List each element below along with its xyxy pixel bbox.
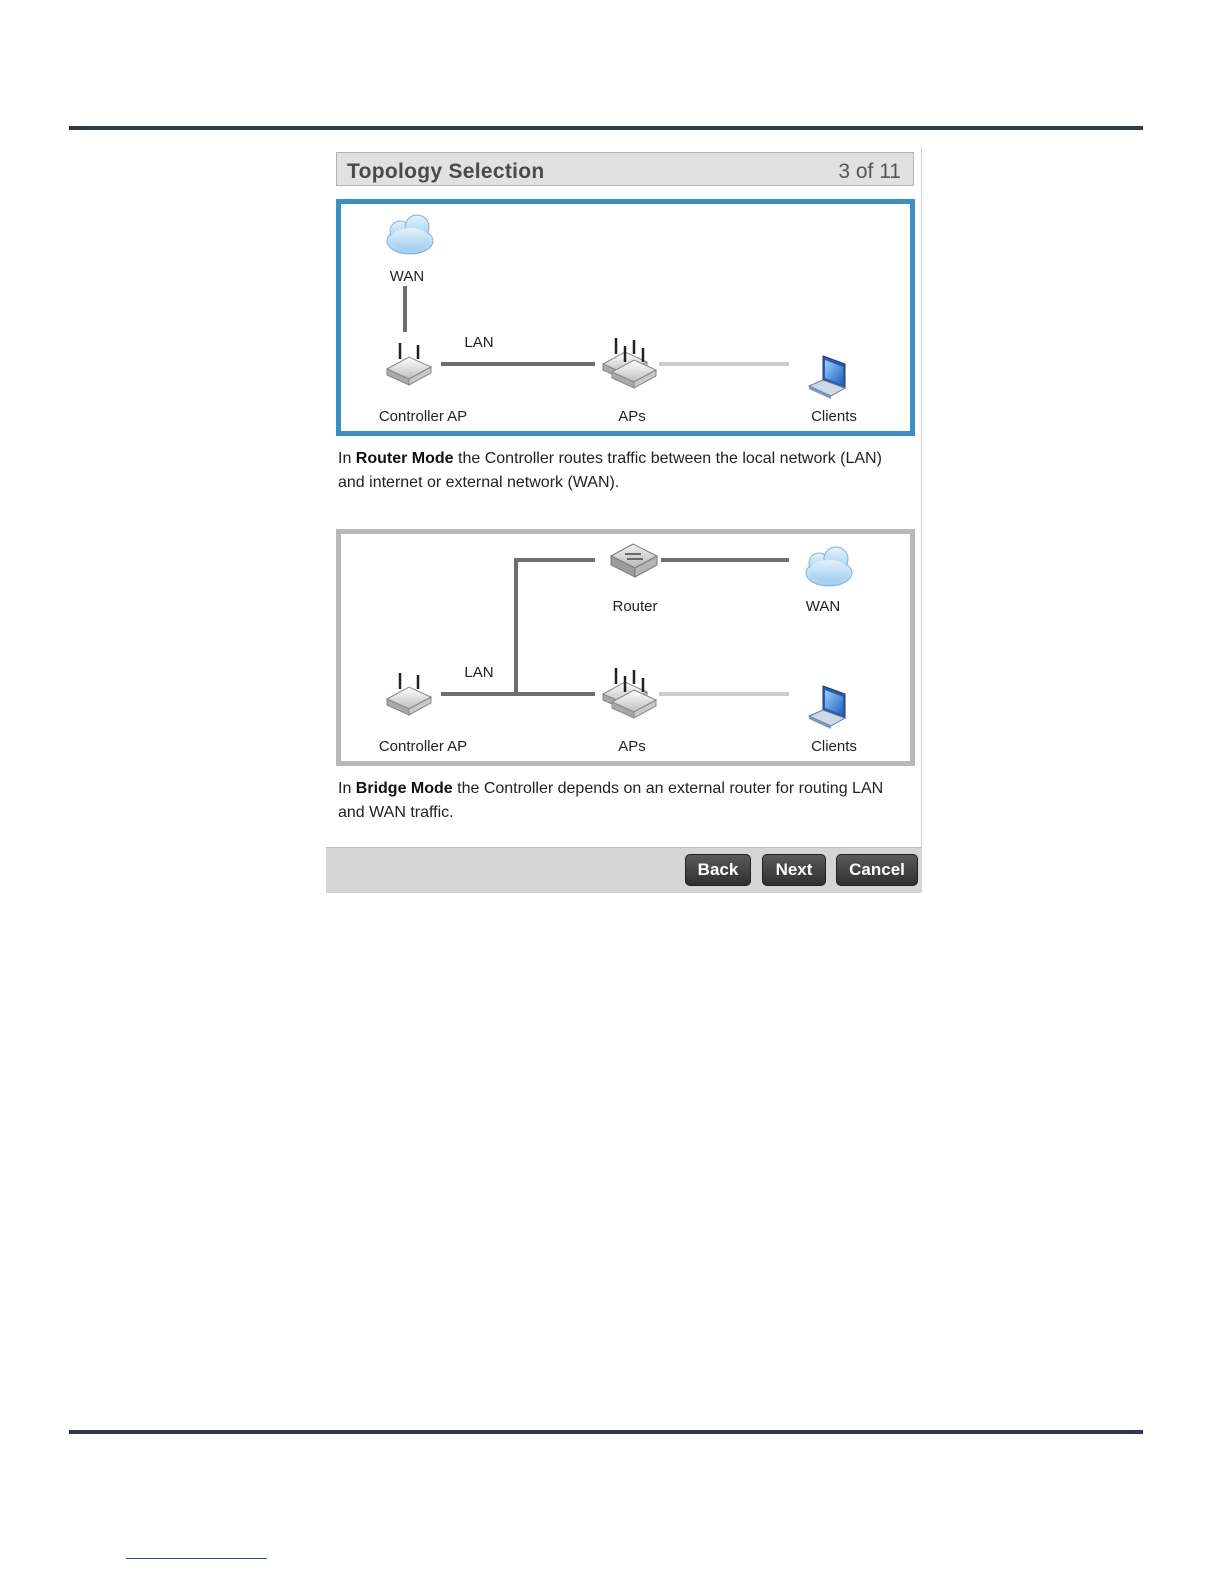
router-label: Router [612,598,658,615]
bridge-desc-rest: the Controller depends on an external router for routing LAN and WAN traffic. [338,780,884,821]
clients-laptop-icon [809,356,845,399]
clients-laptop-icon [809,686,845,729]
router-mode-term: Router Mode [355,450,454,467]
router-desc-prefix: In [338,450,356,467]
clients-label: Clients [811,408,857,425]
router-mode-option[interactable] [336,199,915,436]
wan-label: WAN [389,268,425,285]
controller-ap-label: Controller AP [378,738,468,755]
wizard-button-bar [326,847,921,893]
controller-ap-icon [387,343,431,385]
aps-icon [603,668,656,718]
router-icon [611,544,657,577]
bridge-mode-term: Bridge Mode [355,780,453,797]
wizard-step-counter: 3 of 11 [838,160,901,183]
clients-label: Clients [811,738,857,755]
lan-label: LAN [464,334,494,351]
aps-label: APs [618,738,646,755]
lan-label: LAN [464,664,494,681]
bridge-mode-diagram [341,534,910,761]
wan-cloud-icon [806,547,852,586]
wizard-title: Topology Selection [347,160,545,183]
cancel-button[interactable]: Cancel [836,854,918,886]
page-top-rule [69,126,1143,130]
bridge-mode-description [338,777,913,825]
wan-label: WAN [805,598,841,615]
page-bottom-rule [69,1430,1143,1434]
wan-cloud-icon [387,215,433,254]
setup-wizard-panel [326,147,922,892]
controller-ap-icon [387,673,431,715]
router-uplink [516,560,595,694]
wizard-titlebar [336,152,914,186]
back-button[interactable]: Back [685,854,751,886]
router-desc-rest: the Controller routes traffic between the local network (LAN) and internet or external network (WAN). [338,450,882,491]
bridge-mode-option[interactable] [336,529,915,766]
footer-link-underline [126,1558,267,1559]
controller-ap-label: Controller AP [378,408,468,425]
aps-label: APs [618,408,646,425]
router-mode-diagram [341,204,910,431]
aps-icon [603,338,656,388]
router-mode-description [338,447,913,495]
next-button[interactable]: Next [762,854,826,886]
bridge-desc-prefix: In [338,780,356,797]
